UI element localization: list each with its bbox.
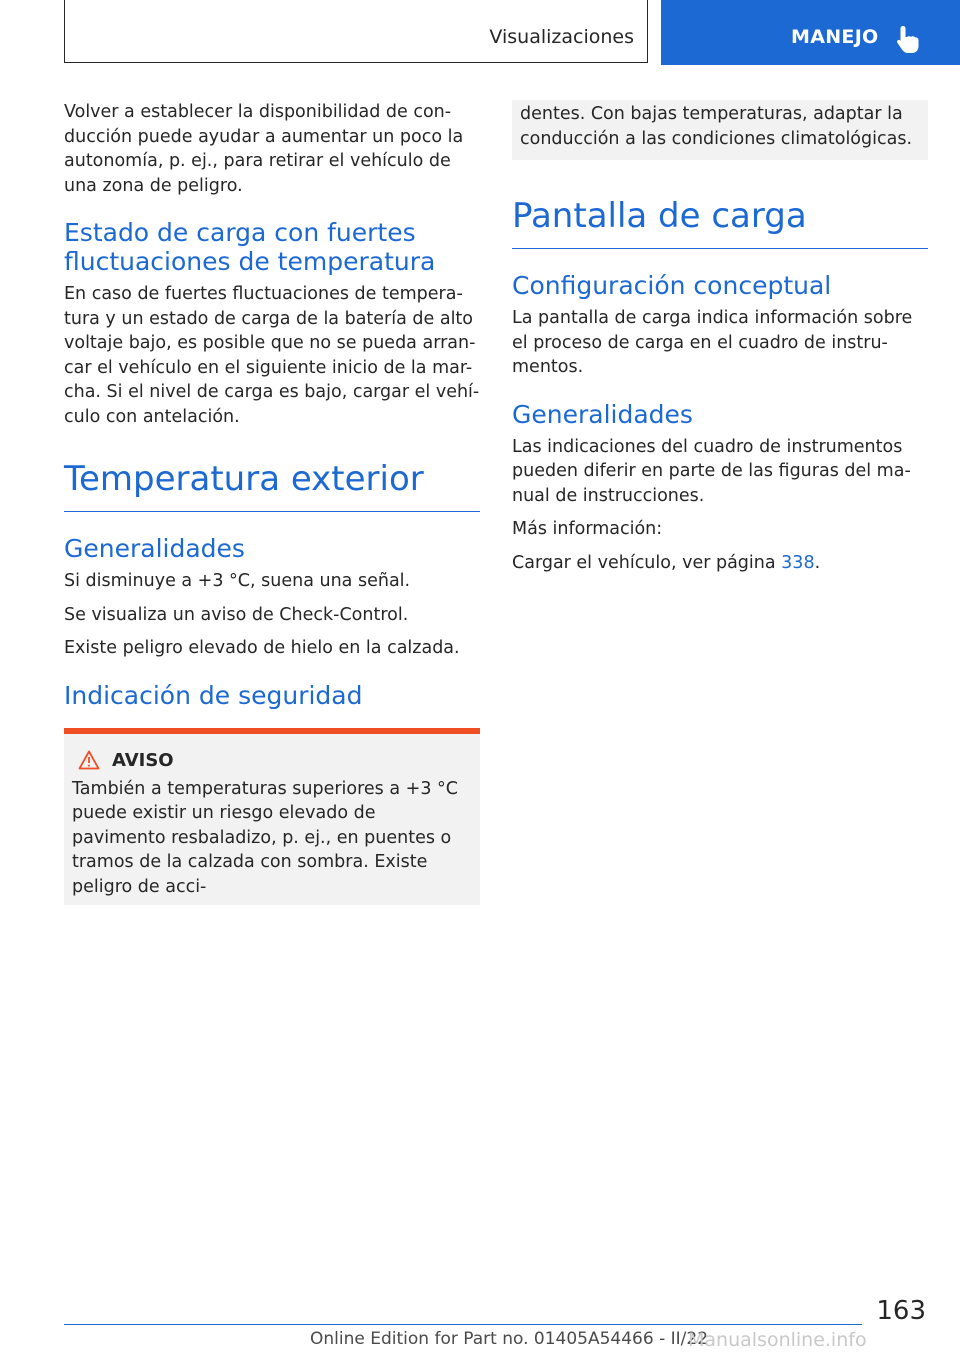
footer-edition: Online Edition for Part no. 01405A54466 - II/22 bbox=[310, 1329, 709, 1349]
hand-pointer-icon bbox=[895, 24, 921, 54]
subheading-safety-note: Indicación de seguridad bbox=[64, 680, 363, 710]
page-link-338[interactable]: 338 bbox=[781, 552, 815, 573]
right-column bbox=[512, 100, 928, 584]
warning-text-continued: dentes. Con bajas temperaturas, adaptar la conducción a las condiciones climatológicas. bbox=[520, 104, 913, 149]
footer-divider bbox=[64, 1324, 862, 1325]
conceptual-config-paragraph: La pantalla de carga indica información sobre el proceso de carga en el cuadro de instru-mentos. bbox=[512, 308, 913, 377]
more-info-label: Más información: bbox=[512, 519, 663, 539]
warning-title-row bbox=[72, 750, 472, 771]
header-section-title: Visualizaciones bbox=[489, 26, 634, 48]
left-column bbox=[64, 100, 480, 905]
charging-reference-text: Cargar el vehículo, ver página bbox=[512, 552, 782, 573]
subheading-general-left: Generalidades bbox=[64, 534, 245, 563]
charging-reference bbox=[512, 551, 928, 576]
charge-fluctuation-paragraph: En caso de fuertes fluctuaciones de tempera-tura y un estado de carga de la batería de alto voltaje bajo, es posible que no se pueda arran-car el vehículo en el siguiente inicio de la mar-cha. Si el nivel de carga es bajo, cargar el vehí-culo con antelación. bbox=[64, 284, 480, 427]
subheading-charge-fluctuation: Estado de carga con fuertes fluctuaciones de temperatura bbox=[64, 218, 436, 276]
warning-box bbox=[64, 728, 480, 906]
page-number: 163 bbox=[876, 1296, 926, 1326]
general-right-paragraph: Las indicaciones del cuadro de instrumentos pueden diferir en parte de las figuras del ma-nual de instrucciones. bbox=[512, 436, 911, 506]
watermark: Manualsonline.info bbox=[688, 1329, 867, 1351]
general-paragraph-2: Se visualiza un aviso de Check-Control. bbox=[64, 604, 409, 625]
heading-charging-display: Pantalla de carga bbox=[512, 196, 928, 249]
subheading-conceptual-config: Configuración conceptual bbox=[512, 271, 832, 300]
warning-label: AVISO bbox=[112, 749, 174, 771]
header-chapter-tab bbox=[661, 0, 960, 65]
charging-reference-suffix: . bbox=[814, 552, 821, 573]
warning-text: También a temperaturas superiores a +3 °C puede existir un riesgo elevado de pavimento resbaladizo, p. ej., en puentes o tramos de la calzada con sombra. Existe peligro de acci- bbox=[72, 778, 458, 897]
header-section-box bbox=[64, 0, 648, 63]
header-chapter-title: MANEJO bbox=[791, 26, 879, 48]
general-paragraph-1: Si disminuye a +3 °C, suena una señal. bbox=[64, 571, 411, 591]
subheading-general-right: Generalidades bbox=[512, 399, 693, 429]
heading-outside-temperature: Temperatura exterior bbox=[64, 459, 480, 512]
warning-triangle-icon bbox=[78, 750, 100, 770]
general-paragraph-3: Existe peligro elevado de hielo en la calzada. bbox=[64, 638, 460, 658]
warning-box-continued bbox=[512, 100, 928, 160]
intro-paragraph: Volver a establecer la disponibilidad de con-ducción puede ayudar a aumentar un poco la autonomía, p. ej., para retirar el vehículo de una zona de peligro. bbox=[64, 102, 464, 196]
